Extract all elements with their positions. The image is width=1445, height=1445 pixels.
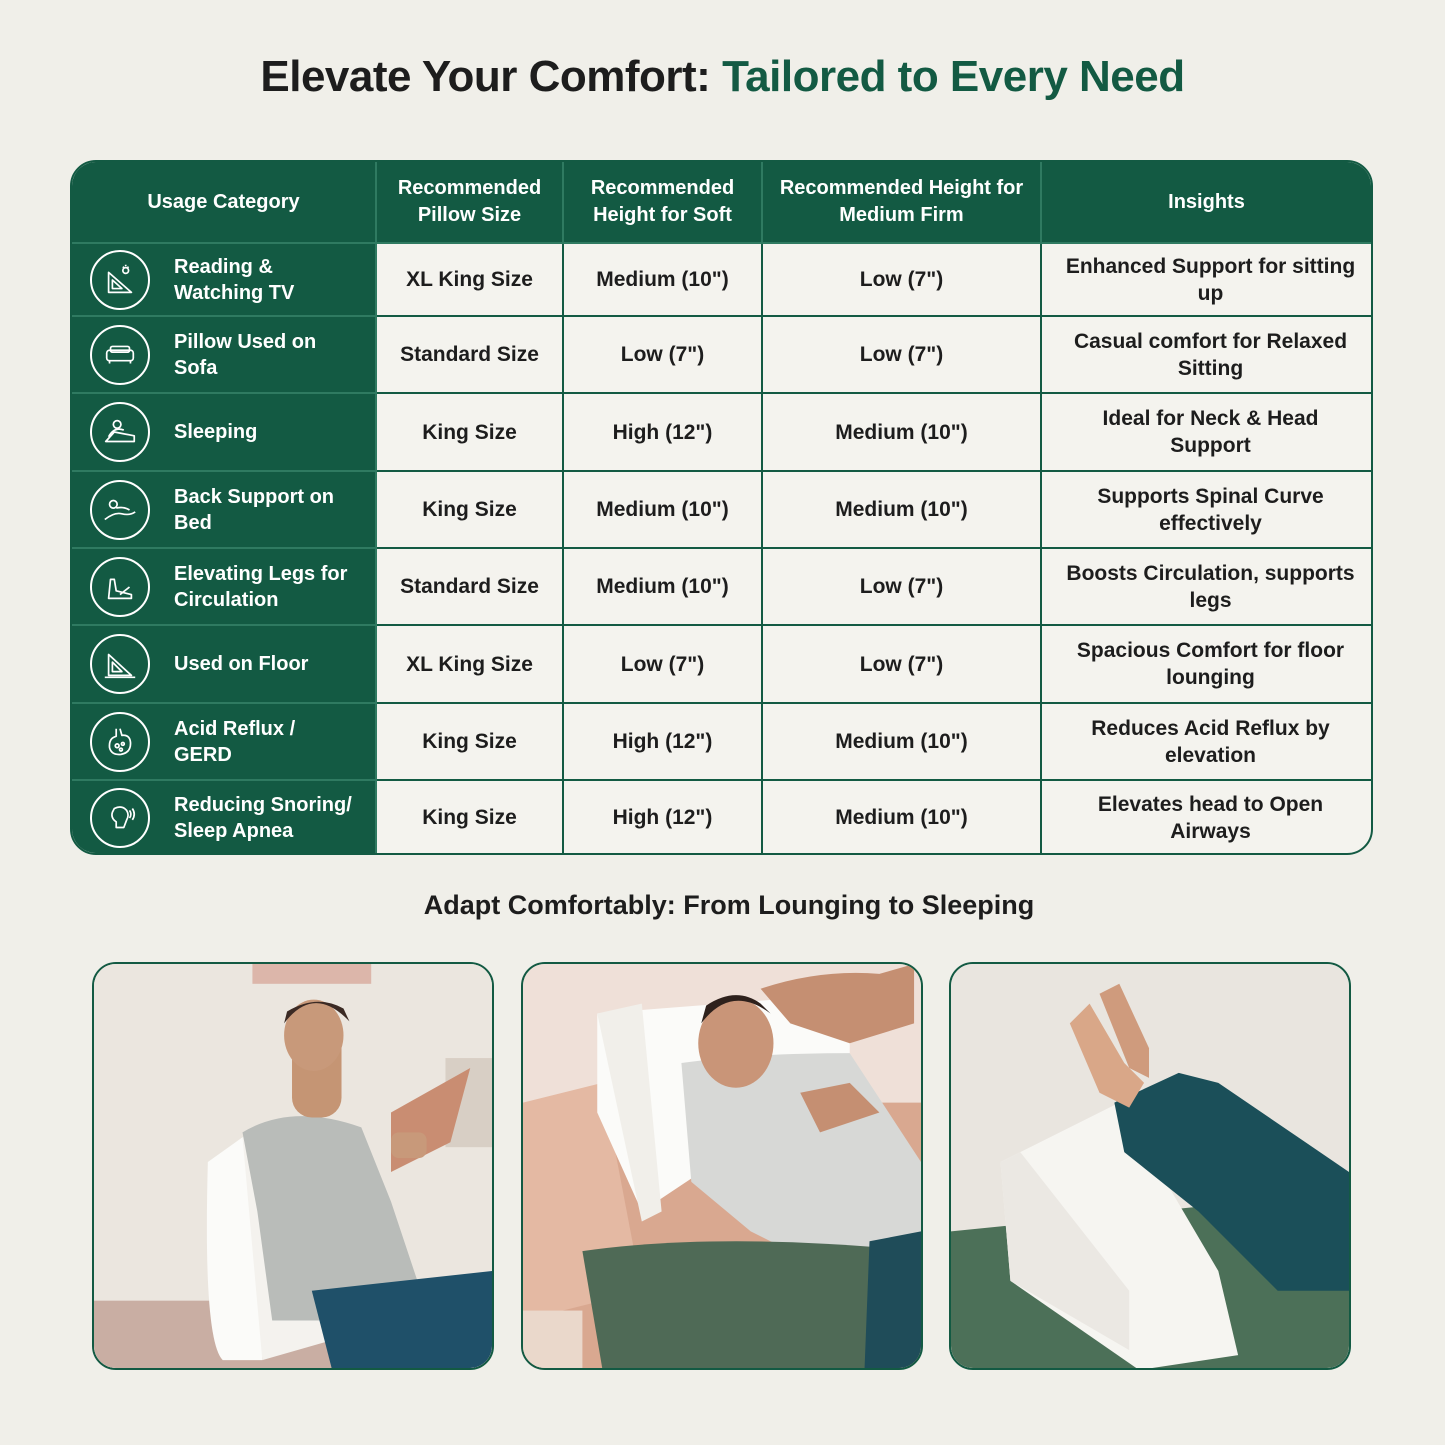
pillow-size-cell: Standard Size bbox=[376, 548, 563, 625]
back-support-icon bbox=[90, 480, 150, 540]
usage-category-cell bbox=[72, 393, 376, 471]
insight-cell: Supports Spinal Curve effectively bbox=[1041, 471, 1371, 548]
height-medium-firm-cell: Low (7") bbox=[762, 316, 1041, 393]
floor-wedge-icon bbox=[90, 634, 150, 694]
height-medium-firm-cell: Medium (10") bbox=[762, 393, 1041, 471]
usage-category-label: Pillow Used on Sofa bbox=[174, 330, 317, 379]
usage-category-cell bbox=[72, 703, 376, 780]
height-medium-firm-cell: Medium (10") bbox=[762, 471, 1041, 548]
table-row bbox=[72, 625, 1371, 703]
height-soft-cell: Medium (10") bbox=[563, 548, 762, 625]
leg-elevation-icon bbox=[90, 557, 150, 617]
table-row bbox=[72, 703, 1371, 780]
insight-cell: Elevates head to Open Airways bbox=[1097, 792, 1324, 843]
table-row bbox=[72, 780, 1371, 854]
usage-category-label: Used on Floor bbox=[174, 653, 309, 675]
pillow-size-cell: XL King Size bbox=[376, 625, 563, 703]
height-soft-cell: High (12") bbox=[563, 393, 762, 471]
section-subtitle: Adapt Comfortably: From Lounging to Sleeping bbox=[423, 890, 1035, 920]
photo-sleeping bbox=[521, 962, 923, 1370]
table-row bbox=[72, 393, 1371, 471]
insight-cell: Casual comfort for Relaxed Sitting bbox=[1041, 316, 1371, 393]
insight-cell: Enhanced Support for sitting up bbox=[1041, 243, 1371, 316]
height-soft-cell: Low (7") bbox=[563, 625, 762, 703]
usage-category-cell bbox=[72, 780, 376, 854]
pillow-size-cell: King Size bbox=[376, 471, 563, 548]
height-medium-firm-cell: Low (7") bbox=[762, 548, 1041, 625]
column-header-pillow-size: Recommended Pillow Size bbox=[376, 162, 563, 243]
height-soft-cell: Medium (10") bbox=[563, 243, 762, 316]
height-medium-firm-cell: Low (7") bbox=[762, 243, 1041, 316]
column-header-height-soft: Recommended Height for Soft bbox=[563, 162, 762, 243]
sleeping-icon bbox=[90, 402, 150, 462]
title-accent: Tailored to Every Need bbox=[722, 52, 1185, 101]
usage-category-cell bbox=[72, 316, 376, 393]
usage-category-label: Sleeping bbox=[174, 421, 258, 443]
insight-cell: Spacious Comfort for floor lounging bbox=[1041, 625, 1371, 703]
usage-category-cell bbox=[72, 625, 376, 703]
column-header-insights: Insights bbox=[1041, 162, 1371, 243]
height-soft-cell: Medium (10") bbox=[563, 471, 762, 548]
page-title bbox=[0, 52, 1445, 102]
height-soft-cell: Low (7") bbox=[563, 316, 762, 393]
title-main: Elevate Your Comfort: bbox=[260, 52, 711, 101]
usage-category-cell bbox=[72, 548, 376, 625]
table-row bbox=[72, 316, 1371, 393]
insight-cell: Boosts Circulation, supports legs bbox=[1041, 548, 1371, 625]
photo-reading bbox=[92, 962, 494, 1370]
table-header-row bbox=[72, 162, 1371, 243]
usage-category-label: Elevating Legs for Circulation bbox=[174, 562, 348, 611]
height-soft-cell: High (12") bbox=[563, 703, 762, 780]
table-row bbox=[72, 243, 1371, 316]
column-header-height-medium-firm: Recommended Height for Medium Firm bbox=[762, 162, 1041, 243]
usage-category-label: Reading & Watching TV bbox=[174, 255, 295, 304]
usage-category-cell bbox=[72, 243, 376, 316]
usage-category-label: Back Support on Bed bbox=[174, 485, 335, 534]
pillow-size-cell: King Size bbox=[376, 780, 563, 854]
height-soft-cell: High (12") bbox=[563, 780, 762, 854]
height-medium-firm-cell: Medium (10") bbox=[762, 780, 1041, 854]
usage-category-cell bbox=[72, 471, 376, 548]
insight-cell: Reduces Acid Reflux by elevation bbox=[1041, 703, 1371, 780]
table-row bbox=[72, 471, 1371, 548]
stomach-icon bbox=[90, 712, 150, 772]
pillow-size-cell: XL King Size bbox=[376, 243, 563, 316]
table-row bbox=[72, 548, 1371, 625]
snoring-icon bbox=[90, 788, 150, 848]
height-medium-firm-cell: Low (7") bbox=[762, 625, 1041, 703]
comparison-table bbox=[70, 160, 1373, 855]
usage-category-label: Acid Reflux / GERD bbox=[174, 717, 296, 766]
insight-cell: Ideal for Neck & Head Support bbox=[1041, 393, 1371, 471]
pillow-size-cell: Standard Size bbox=[376, 316, 563, 393]
usage-category-label: Reducing Snoring/ Sleep Apnea bbox=[174, 793, 352, 842]
pillow-size-cell: King Size bbox=[376, 393, 563, 471]
height-medium-firm-cell: Medium (10") bbox=[762, 703, 1041, 780]
sofa-icon bbox=[90, 325, 150, 385]
pillow-size-cell: King Size bbox=[376, 703, 563, 780]
reading-wedge-icon bbox=[90, 250, 150, 310]
photo-leg-elevation bbox=[949, 962, 1351, 1370]
column-header-usage: Usage Category bbox=[72, 162, 376, 243]
